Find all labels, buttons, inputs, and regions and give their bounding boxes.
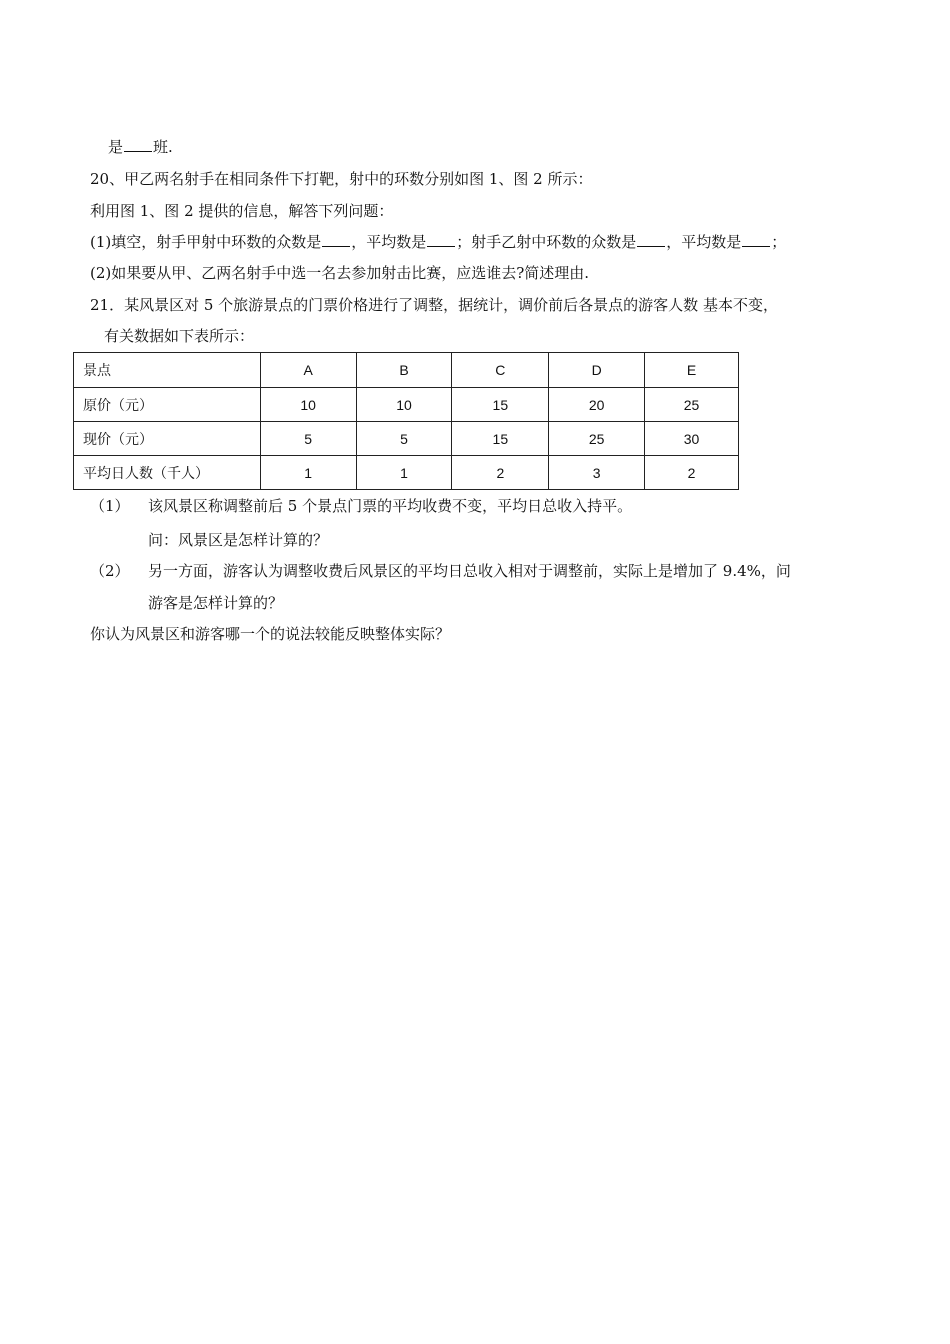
q21-sub1-text: 该风景区称调整前后 5 个景点门票的平均收费不变，平均日总收入持平。 — [148, 497, 633, 515]
table-row-label: 现价（元） — [74, 422, 261, 456]
table-row — [74, 388, 739, 422]
q20-part1-text: (1)填空，射手甲射中环数的众数是 — [90, 233, 322, 251]
table-cell: 5 — [356, 422, 452, 456]
q20-part1-text: ； — [771, 233, 787, 251]
table-cell: 3 — [549, 456, 645, 490]
table-header-cell: B — [356, 353, 452, 388]
table-cell: 2 — [645, 456, 739, 490]
table-cell: 30 — [645, 422, 739, 456]
q19-tail-line — [108, 137, 173, 157]
q21-sub1-number: （1） — [90, 497, 130, 515]
table-header-cell: E — [645, 353, 739, 388]
q20-stem: 20、甲乙两名射手在相同条件下打靶，射中的环数分别如图 1、图 2 所示： — [90, 170, 593, 188]
table-cell: 20 — [549, 388, 645, 422]
table-header-cell: 景点 — [74, 353, 261, 388]
table-header-cell: D — [549, 353, 645, 388]
table-row-label: 平均日人数（千人） — [74, 456, 261, 490]
table-cell: 1 — [356, 456, 452, 490]
answer-blank[interactable] — [124, 137, 152, 152]
table-cell: 25 — [645, 388, 739, 422]
answer-blank-mean-a[interactable] — [427, 232, 455, 247]
table-cell: 10 — [260, 388, 356, 422]
table-cell: 10 — [356, 388, 452, 422]
q21-sub2-text: 另一方面，游客认为调整收费后风景区的平均日总收入相对于调整前，实际上是增加了 9.4%，问 — [148, 562, 791, 580]
table-header-cell: C — [452, 353, 549, 388]
table-cell: 2 — [452, 456, 549, 490]
q21-sub2-number: （2） — [90, 562, 130, 580]
q21-stem-line1: 21．某风景区对 5 个旅游景点的门票价格进行了调整，据统计，调价前后各景点的游客人数 基本不变， — [90, 296, 778, 314]
q20-part2: (2)如果要从甲、乙两名射手中选一名去参加射击比赛，应选谁去?简述理由. — [90, 264, 590, 282]
answer-blank-mode-a[interactable] — [322, 232, 350, 247]
table-header-cell: A — [260, 353, 356, 388]
table-cell: 5 — [260, 422, 356, 456]
table-header-row — [74, 353, 739, 388]
table-cell: 15 — [452, 388, 549, 422]
table-row-label: 原价（元） — [74, 388, 261, 422]
answer-blank-mode-b[interactable] — [637, 232, 665, 247]
q20-part1-text: ，平均数是 — [351, 233, 427, 251]
table-cell: 1 — [260, 456, 356, 490]
answer-blank-mean-b[interactable] — [742, 232, 770, 247]
table-cell: 15 — [452, 422, 549, 456]
q21-stem-line2: 有关数据如下表所示： — [104, 327, 255, 345]
q20-instruction: 利用图 1、图 2 提供的信息，解答下列问题： — [90, 202, 394, 220]
q19-text-before: 是 — [108, 138, 124, 156]
q20-part1-text: ，平均数是 — [666, 233, 742, 251]
table-row — [74, 456, 739, 490]
q19-text-after: 班. — [153, 138, 173, 156]
q21-final-question: 你认为风景区和游客哪一个的说法较能反映整体实际？ — [90, 625, 451, 643]
q20-part1 — [90, 232, 786, 252]
table-row — [74, 422, 739, 456]
q21-sub1-question: 问：风景区是怎样计算的？ — [148, 531, 329, 549]
table-cell: 25 — [549, 422, 645, 456]
price-table — [73, 352, 739, 490]
q21-sub2-text2: 游客是怎样计算的？ — [148, 594, 284, 612]
q20-part1-text: ；射手乙射中环数的众数是 — [456, 233, 637, 251]
